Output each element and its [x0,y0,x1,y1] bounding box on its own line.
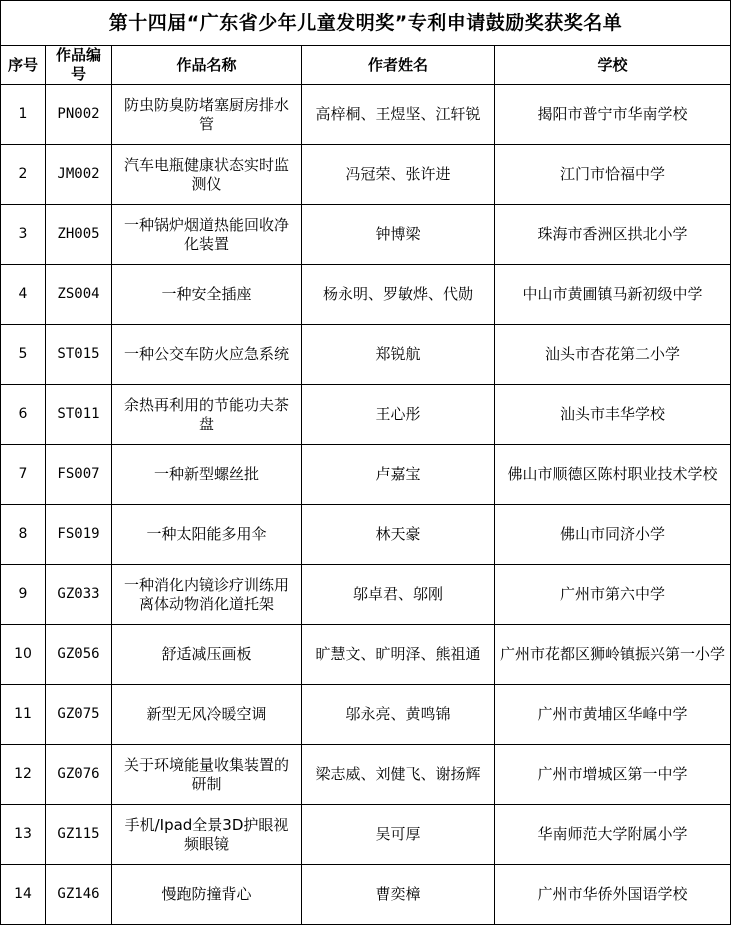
work-name: 关于环境能量收集装置的研制 [112,745,302,805]
school-name: 佛山市同济小学 [495,505,731,565]
table-row [1,565,731,625]
table-row [1,385,731,445]
table-row [1,85,731,145]
table-title: 第十四届“广东省少年儿童发明奖”专利申请鼓励奖获奖名单 [1,1,731,46]
table-row [1,805,731,865]
work-code: JM002 [46,145,112,205]
row-number: 8 [1,505,46,565]
author-names: 邬永亮、黄鸣锦 [302,685,495,745]
row-number: 4 [1,265,46,325]
school-name: 广州市黄埔区华峰中学 [495,685,731,745]
row-number: 9 [1,565,46,625]
work-name: 一种太阳能多用伞 [112,505,302,565]
work-code: ZS004 [46,265,112,325]
author-names: 曹奕樟 [302,865,495,925]
work-name: 一种消化内镜诊疗训练用离体动物消化道托架 [112,565,302,625]
table-row [1,325,731,385]
work-code: GZ075 [46,685,112,745]
work-code: GZ115 [46,805,112,865]
author-names: 梁志威、刘健飞、谢扬辉 [302,745,495,805]
table-row [1,145,731,205]
header-work-name: 作品名称 [112,46,302,85]
author-names: 林天豪 [302,505,495,565]
work-code: ST011 [46,385,112,445]
author-names: 杨永明、罗敏烨、代勋 [302,265,495,325]
row-number: 5 [1,325,46,385]
header-school: 学校 [495,46,731,85]
author-names: 邬卓君、邬刚 [302,565,495,625]
school-name: 汕头市杏花第二小学 [495,325,731,385]
school-name: 佛山市顺德区陈村职业技术学校 [495,445,731,505]
header-number: 序号 [1,46,46,85]
row-number: 10 [1,625,46,685]
author-names: 钟博梁 [302,205,495,265]
author-names: 王心彤 [302,385,495,445]
work-code: GZ076 [46,745,112,805]
author-names: 冯冠荣、张许进 [302,145,495,205]
row-number: 14 [1,865,46,925]
table-row [1,505,731,565]
work-name: 一种公交车防火应急系统 [112,325,302,385]
work-code: GZ056 [46,625,112,685]
work-name: 一种新型螺丝批 [112,445,302,505]
author-names: 郑锐航 [302,325,495,385]
table-row [1,205,731,265]
table-row [1,625,731,685]
work-name: 舒适减压画板 [112,625,302,685]
work-code: ZH005 [46,205,112,265]
school-name: 揭阳市普宁市华南学校 [495,85,731,145]
school-name: 广州市第六中学 [495,565,731,625]
row-number: 6 [1,385,46,445]
author-names: 旷慧文、旷明泽、熊祖通 [302,625,495,685]
table-row [1,865,731,925]
author-names: 吴可厚 [302,805,495,865]
work-name: 一种安全插座 [112,265,302,325]
work-code: FS007 [46,445,112,505]
work-name: 防虫防臭防堵塞厨房排水管 [112,85,302,145]
header-row [1,46,731,85]
work-name: 余热再利用的节能功夫茶盘 [112,385,302,445]
table-row [1,265,731,325]
school-name: 广州市花都区狮岭镇振兴第一小学 [495,625,731,685]
school-name: 华南师范大学附属小学 [495,805,731,865]
row-number: 13 [1,805,46,865]
school-name: 汕头市丰华学校 [495,385,731,445]
school-name: 广州市华侨外国语学校 [495,865,731,925]
row-number: 12 [1,745,46,805]
table-row [1,685,731,745]
row-number: 7 [1,445,46,505]
row-number: 3 [1,205,46,265]
school-name: 珠海市香洲区拱北小学 [495,205,731,265]
work-code: PN002 [46,85,112,145]
work-name: 汽车电瓶健康状态实时监测仪 [112,145,302,205]
work-name: 慢跑防撞背心 [112,865,302,925]
author-names: 卢嘉宝 [302,445,495,505]
work-name: 手机/Ipad全景3D护眼视频眼镜 [112,805,302,865]
school-name: 中山市黄圃镇马新初级中学 [495,265,731,325]
row-number: 11 [1,685,46,745]
row-number: 1 [1,85,46,145]
table-row [1,745,731,805]
header-code: 作品编号 [46,46,112,85]
work-code: ST015 [46,325,112,385]
work-code: GZ033 [46,565,112,625]
work-code: FS019 [46,505,112,565]
work-name: 新型无风冷暖空调 [112,685,302,745]
school-name: 江门市恰福中学 [495,145,731,205]
row-number: 2 [1,145,46,205]
work-name: 一种锅炉烟道热能回收净化装置 [112,205,302,265]
school-name: 广州市增城区第一中学 [495,745,731,805]
table-row [1,445,731,505]
header-authors: 作者姓名 [302,46,495,85]
work-code: GZ146 [46,865,112,925]
author-names: 高梓桐、王煜坚、江轩锐 [302,85,495,145]
